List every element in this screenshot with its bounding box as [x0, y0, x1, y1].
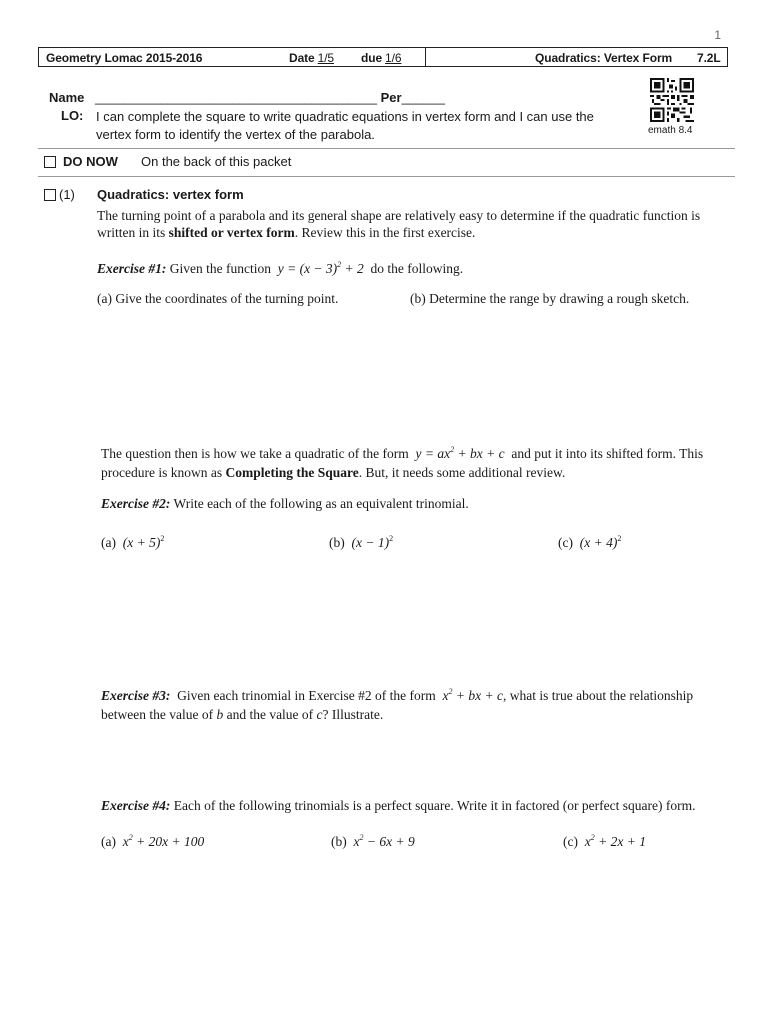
section-1-title: Quadratics: vertex form [97, 187, 244, 202]
intro-line-1: The turning point of a parabola and its general shape are relatively easy to determine if the quadratic function is [97, 208, 701, 223]
do-now-text: On the back of this packet [141, 154, 292, 169]
section-1-number: (1) [59, 187, 75, 202]
intro-line-2: written in its shifted or vertex form. Review this in the first exercise. [97, 225, 476, 240]
course-title: Geometry Lomac 2015-2016 [46, 51, 203, 65]
exercise-3-line-1: Exercise #3: Given each trinomial in Exercise #2 of the form $x^2$ + bx + c, what is true about the relationship [101, 687, 694, 703]
lo-line-1: I can complete the square to write quadratic equations in vertex form and I can use the [96, 109, 594, 124]
divider [38, 148, 735, 149]
name-label: Name [49, 90, 85, 105]
qr-code-icon[interactable] [650, 78, 694, 122]
lo-text [96, 108, 596, 144]
name-field[interactable] [95, 90, 445, 105]
exercise-2-item-c: (c) $(x + 4)^2$ [558, 534, 622, 550]
general-form: $y = ax^2$ + bx + c [415, 445, 505, 461]
intro-bold: shifted or vertex form [168, 225, 295, 240]
name-blank[interactable]: _______________________________________ [95, 90, 377, 105]
section-1-intro [97, 207, 737, 241]
due-field [361, 51, 401, 65]
exercise-4-item-b: (b) $x^2 - 6x + 9$ [331, 833, 415, 849]
exercise-1-part-b: (b) Determine the range by drawing a rough sketch. [410, 291, 690, 306]
transition-paragraph [101, 444, 733, 482]
topic-title: Quadratics: Vertex Form [535, 51, 673, 65]
date-value: 1/5 [317, 51, 335, 65]
exercise-4-prompt: Exercise #4: Each of the following trinomials is a perfect square. Write it in factored (or perfect square) form. [101, 798, 696, 813]
header-divider [425, 47, 426, 67]
lo-label: LO: [61, 108, 84, 123]
transition-line-2: procedure is known as Completing the Square. But, it needs some additional review. [101, 465, 566, 480]
lesson-number: 7.2L [697, 51, 721, 65]
exercise-4-label: Exercise #4: [101, 798, 171, 813]
page-number: 1 [714, 28, 721, 42]
due-label: due [361, 51, 383, 65]
exercise-3-label: Exercise #3: [101, 688, 171, 703]
exercise-1-part-a: (a) Give the coordinates of the turning point. [97, 291, 339, 306]
per-label: Per [380, 90, 402, 105]
date-label: Date [289, 51, 315, 65]
exercise-2-item-b: (b) $(x - 1)^2$ [329, 534, 394, 550]
lo-line-2: vertex form to identify the vertex of the parabola. [96, 127, 375, 142]
completing-the-square: Completing the Square [225, 465, 359, 480]
exercise-3-line-2: between the value of b and the value of c? Illustrate. [101, 707, 384, 722]
exercise-4-item-c: (c) $x^2 + 2x + 1$ [563, 833, 646, 849]
exercise-1-label: Exercise #1: [97, 261, 167, 276]
exercise-1-prompt: Exercise #1: Given the function $y = (x - 3)^2 + 2$ do the following. [97, 260, 464, 276]
exercise-2-label: Exercise #2: [101, 496, 171, 511]
due-value: 1/6 [385, 51, 402, 65]
exercise-4-item-a: (a) $x^2 + 20x + 100$ [101, 833, 205, 849]
exercise-2-item-a: (a) $(x + 5)^2$ [101, 534, 165, 550]
do-now-checkbox[interactable] [44, 156, 56, 168]
per-blank[interactable]: ______ [401, 90, 445, 105]
section-1-checkbox[interactable] [44, 189, 56, 201]
qr-caption: emath 8.4 [648, 125, 693, 136]
exercise-1-function: $y = (x - 3)^2 + 2$ [277, 260, 364, 276]
exercise-2-prompt: Exercise #2: Write each of the following as an equivalent trinomial. [101, 496, 469, 511]
transition-line-1: The question then is how we take a quadratic of the form $y = ax^2$ + bx + c and put it into its shifted form. This [101, 445, 704, 461]
do-now-label: DO NOW [63, 154, 118, 169]
divider [38, 176, 735, 177]
exercise-3-prompt [101, 686, 733, 724]
date-field [289, 51, 334, 65]
